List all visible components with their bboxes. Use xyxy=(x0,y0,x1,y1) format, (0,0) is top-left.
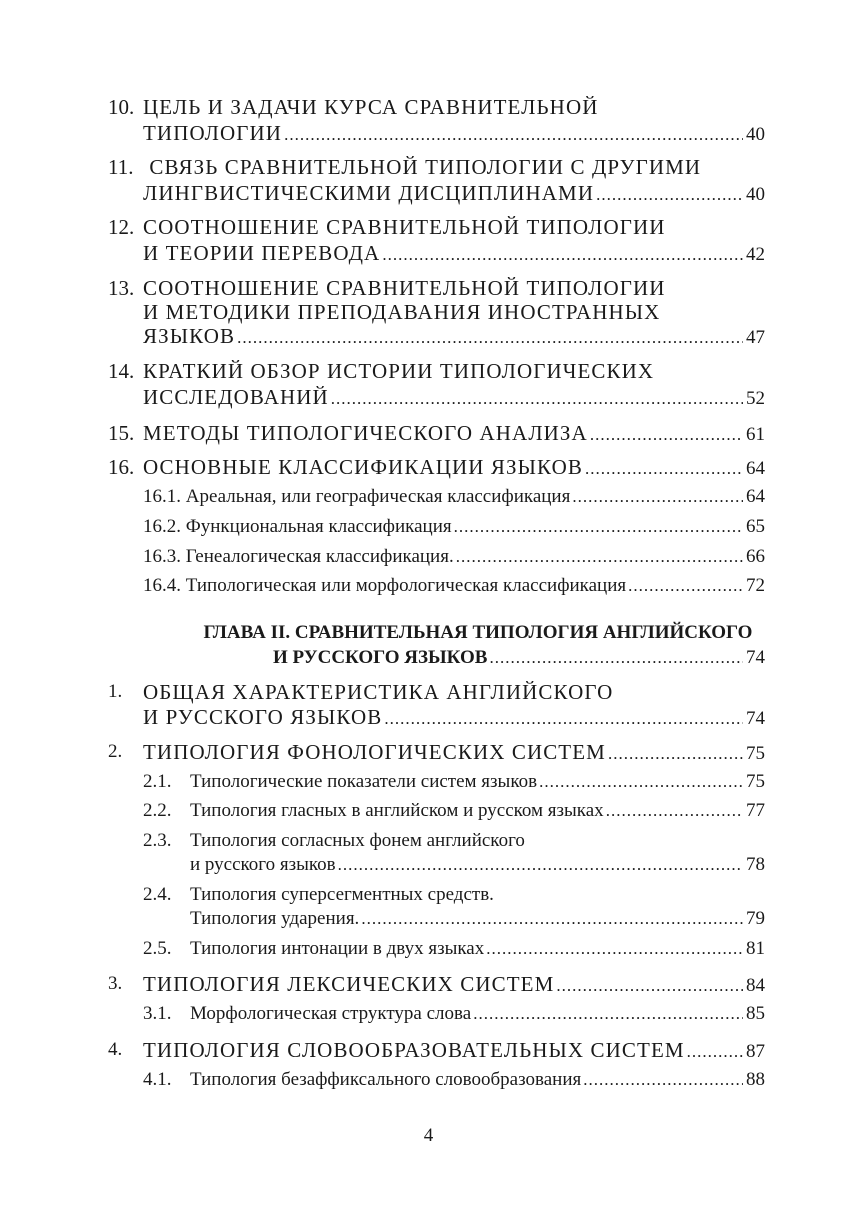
leader-dots xyxy=(608,744,743,764)
toc-entry-number: 2.1. xyxy=(143,771,172,792)
toc-subentry-title: Типология согласных фонем английского xyxy=(190,830,525,851)
toc-subentry-title: 16.3. Генеалогическая классификация. xyxy=(143,546,454,567)
toc-subentry-16-1 xyxy=(143,486,765,508)
leader-dots xyxy=(486,939,743,959)
toc-entry-number: 11. xyxy=(108,155,134,179)
toc-page-number: 61 xyxy=(746,424,765,445)
toc-entry-title-cont: ЯЗЫКОВ xyxy=(143,324,236,348)
chapter-title-cont: И РУССКОГО ЯЗЫКОВ xyxy=(273,647,488,668)
leader-dots xyxy=(687,1042,743,1062)
toc-subentry-title: 16.4. Типологическая или морфологическая классификация xyxy=(143,575,627,596)
toc-entry-number: 16. xyxy=(108,455,135,479)
leader-dots xyxy=(539,772,743,792)
toc-entry-title-cont: ТИПОЛОГИИ xyxy=(143,121,283,145)
toc-subentry-title: 16.2. Функциональная классификация xyxy=(143,516,452,537)
toc-page-number: 88 xyxy=(746,1069,765,1090)
leader-dots xyxy=(473,1004,743,1024)
toc-entry-title: СООТНОШЕНИЕ СРАВНИТЕЛЬНОЙ ТИПОЛОГИИ xyxy=(143,276,666,300)
toc-subentry-title: Типология интонации в двух языках xyxy=(190,938,485,959)
toc-entry-title: ТИПОЛОГИЯ СЛОВООБРАЗОВАТЕЛЬНЫХ СИСТЕМ xyxy=(143,1038,685,1062)
leader-dots xyxy=(489,648,743,668)
toc-page-number: 87 xyxy=(746,1041,765,1062)
toc-page-number: 85 xyxy=(746,1003,765,1024)
toc-subentry-title: Морфологическая структура слова xyxy=(190,1003,472,1024)
toc-entry-number: 4. xyxy=(108,1039,123,1060)
toc-page-number: 81 xyxy=(746,938,765,959)
toc-page-number: 65 xyxy=(746,516,765,537)
leader-dots xyxy=(382,245,743,265)
toc-entry-number: 2.4. xyxy=(143,884,172,905)
toc-page-number: 84 xyxy=(746,975,765,996)
leader-dots xyxy=(585,459,743,479)
leader-dots xyxy=(454,517,743,537)
toc-page-number: 47 xyxy=(746,327,765,348)
toc-entry-title: СВЯЗЬ СРАВНИТЕЛЬНОЙ ТИПОЛОГИИ С ДРУГИМИ xyxy=(143,155,702,179)
leader-dots xyxy=(628,576,743,596)
toc-page-number: 72 xyxy=(746,575,765,596)
toc-page-number: 40 xyxy=(746,124,765,145)
toc-entry-title-cont: И РУССКОГО ЯЗЫКОВ xyxy=(143,705,383,729)
toc-entry-title-cont: ИССЛЕДОВАНИЙ xyxy=(143,385,329,409)
toc-subentry-title-cont: Типология ударения. xyxy=(190,908,360,929)
toc-page-number: 75 xyxy=(746,743,765,764)
leader-dots xyxy=(572,487,743,507)
leader-dots xyxy=(456,547,743,567)
toc-entry-title: ТИПОЛОГИЯ ЛЕКСИЧЕСКИХ СИСТЕМ xyxy=(143,972,555,996)
leader-dots xyxy=(583,1070,743,1090)
toc-subentry-title: Типологические показатели систем языков xyxy=(190,771,538,792)
leader-dots xyxy=(590,425,743,445)
toc-entry-number: 2.5. xyxy=(143,938,172,959)
toc-subentry-16-4 xyxy=(143,575,765,597)
toc-subentry-title: Типология безаффиксального словообразования xyxy=(190,1069,582,1090)
leader-dots xyxy=(331,389,743,409)
toc-page-number: 75 xyxy=(746,771,765,792)
toc-entry-number: 1. xyxy=(108,681,123,702)
toc-page-number: 64 xyxy=(746,458,765,479)
leader-dots xyxy=(237,328,743,348)
toc-entry-title-cont: ЛИНГВИСТИЧЕСКИМИ ДИСЦИПЛИНАМИ xyxy=(143,181,595,205)
toc-entry-number: 12. xyxy=(108,215,135,239)
toc-entry-number: 3. xyxy=(108,973,123,994)
leader-dots xyxy=(361,909,743,929)
toc-subentry-title: Типология гласных в английском и русском языках xyxy=(190,800,604,821)
leader-dots xyxy=(338,855,743,875)
toc-page-number: 40 xyxy=(746,184,765,205)
toc-page-number: 52 xyxy=(746,388,765,409)
toc-subentry-16-3 xyxy=(143,546,765,568)
toc-entry-title: ЦЕЛЬ И ЗАДАЧИ КУРСА СРАВНИТЕЛЬНОЙ xyxy=(143,95,599,119)
toc-page-number: 79 xyxy=(746,908,765,929)
toc-entry-number: 2.2. xyxy=(143,800,172,821)
toc-entry-number: 15. xyxy=(108,421,135,445)
toc-entry-number: 14. xyxy=(108,359,135,383)
toc-page-number: 66 xyxy=(746,546,765,567)
toc-entry-number: 2. xyxy=(108,741,123,762)
toc-entry-title: МЕТОДЫ ТИПОЛОГИЧЕСКОГО АНАЛИЗА xyxy=(143,421,588,445)
toc-subentry-16-2 xyxy=(143,516,765,538)
toc-entry-title: КРАТКИЙ ОБЗОР ИСТОРИИ ТИПОЛОГИЧЕСКИХ xyxy=(143,359,655,383)
toc-entry-number: 2.3. xyxy=(143,830,172,851)
leader-dots xyxy=(384,709,743,729)
toc-page-number: 78 xyxy=(746,854,765,875)
toc-page-number: 42 xyxy=(746,244,765,265)
toc-entry-title: ОБЩАЯ ХАРАКТЕРИСТИКА АНГЛИЙСКОГО xyxy=(143,680,614,704)
leader-dots xyxy=(284,125,743,145)
page-number: 4 xyxy=(423,1125,434,1146)
toc-entry-number: 13. xyxy=(108,276,135,300)
toc-page-number: 74 xyxy=(746,708,765,729)
toc-page-number: 77 xyxy=(746,800,765,821)
leader-dots xyxy=(596,185,743,205)
toc-page-number: 74 xyxy=(746,647,765,668)
toc-entry-title: ТИПОЛОГИЯ ФОНОЛОГИЧЕСКИХ СИСТЕМ xyxy=(143,740,606,764)
toc-subentry-title-cont: и русского языков xyxy=(190,854,336,875)
toc-entry-title-cont: И ТЕОРИИ ПЕРЕВОДА xyxy=(143,241,381,265)
toc-entry-title: СООТНОШЕНИЕ СРАВНИТЕЛЬНОЙ ТИПОЛОГИИ xyxy=(143,215,666,239)
leader-dots xyxy=(556,976,743,996)
toc-entry-title: ОСНОВНЫЕ КЛАССИФИКАЦИИ ЯЗЫКОВ xyxy=(143,455,583,479)
toc-subentry-title: 16.1. Ареальная, или географическая классификация xyxy=(143,486,571,507)
toc-subentry-title: Типология суперсегментных средств. xyxy=(190,884,494,905)
leader-dots xyxy=(606,801,743,821)
toc-entry-title-cont: И МЕТОДИКИ ПРЕПОДАВАНИЯ ИНОСТРАННЫХ xyxy=(143,300,661,324)
chapter-title: ГЛАВА II. СРАВНИТЕЛЬНАЯ ТИПОЛОГИЯ АНГЛИЙСКОГО xyxy=(203,622,753,643)
toc-entry-number: 3.1. xyxy=(143,1003,172,1024)
toc-page-number: 64 xyxy=(746,486,765,507)
toc-entry-number: 4.1. xyxy=(143,1069,172,1090)
toc-entry-number: 10. xyxy=(108,95,135,119)
